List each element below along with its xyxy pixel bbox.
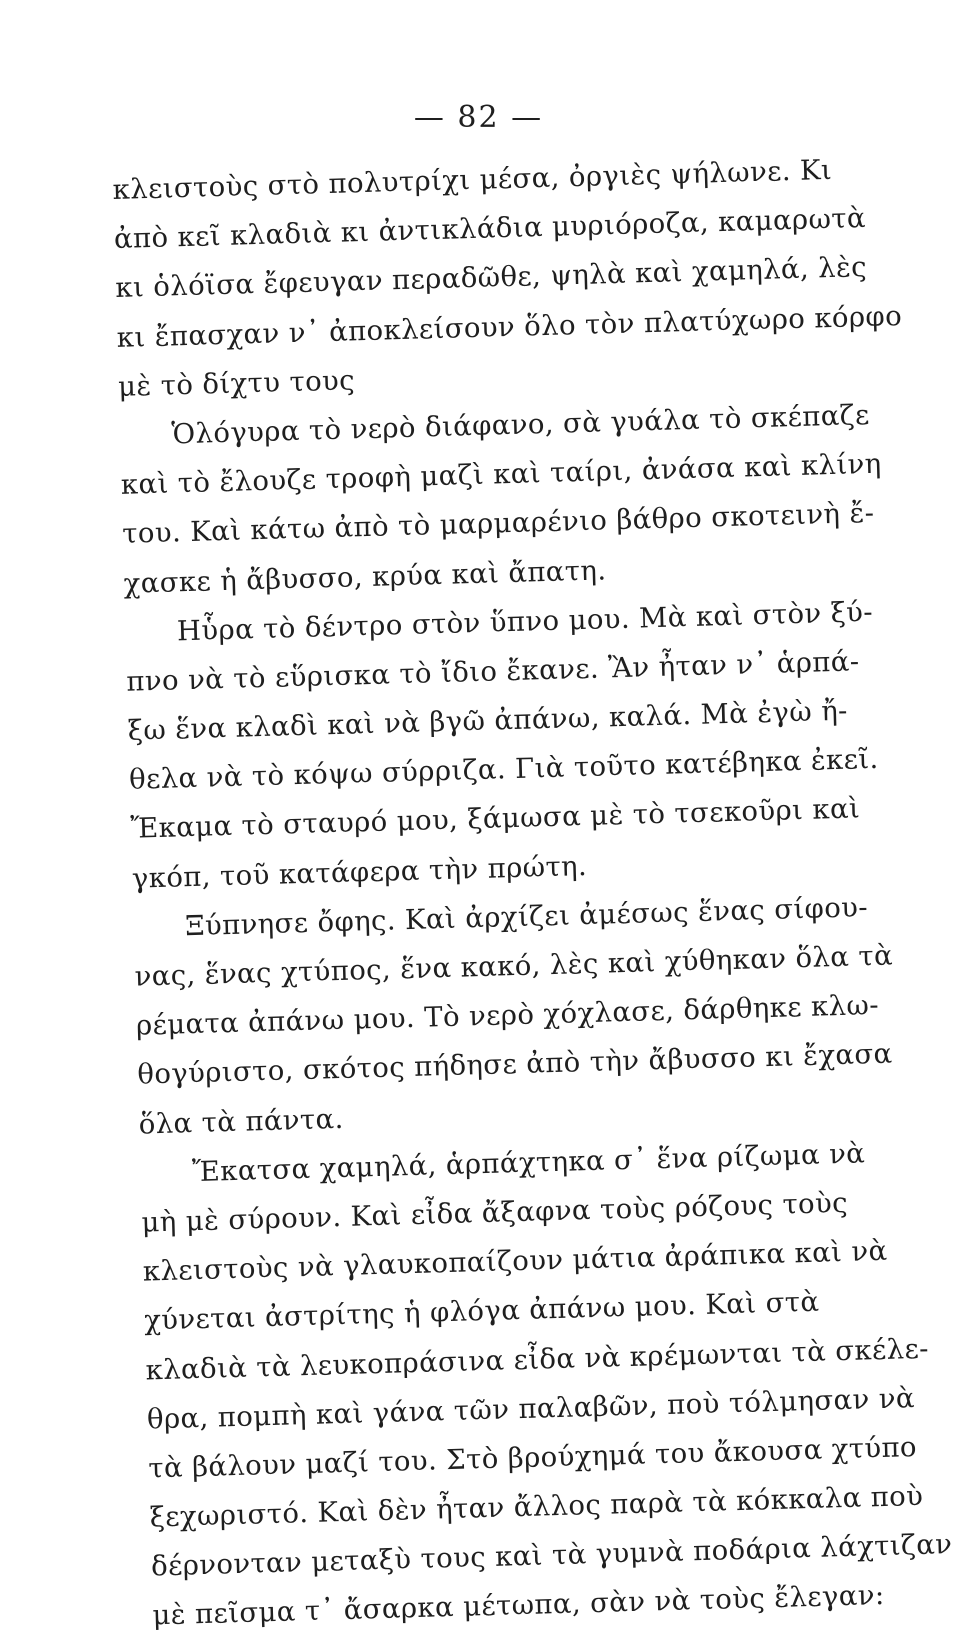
text-line: μὴ μὲ σύρουν. Καὶ εἶδα ἄξαφνα τοὺς ρόζους τοὺς bbox=[141, 1186, 849, 1239]
text-line: ξω ἕνα κλαδὶ καὶ νὰ βγῶ ἀπάνω, καλά. Μὰ ἐγὼ ἤ- bbox=[127, 694, 849, 747]
text-line: κι ἔπασχαν ν᾿ ἀποκλείσουν ὅλο τὸν πλατύχωρο κόρφο bbox=[116, 299, 903, 354]
text-line: θογύριστο, σκότος πήδησε ἀπὸ τὴν ἄβυσσο κι ἔχασα bbox=[136, 1037, 893, 1092]
text-line: Ἔκαμα τὸ σταυρό μου, ξάμωσα μὲ τὸ τσεκοῦρι καὶ bbox=[130, 792, 861, 846]
text-line: ὅλα τὰ πάντα. bbox=[138, 1102, 345, 1141]
text-line: χύνεται ἀστρίτης ἡ φλόγα ἀπάνω μου. Καὶ στὰ bbox=[143, 1286, 820, 1337]
text-line: κι ὁλόϊσα ἔφευγαν περαδῶθε, ψηλὰ καὶ χαμηλά, λὲς bbox=[114, 251, 868, 305]
text-line: καὶ τὸ ἔλουζε τροφὴ μαζὶ καὶ ταίρι, ἀνάσα καὶ κλίνη bbox=[120, 447, 882, 501]
text-line: κλειστοὺς στὸ πολυτρίχι μέσα, ὀργιὲς ψήλωνε. Κι bbox=[112, 153, 833, 206]
text-line: νας, ἕνας χτύπος, ἕνα κακό, λὲς καὶ χύθηκαν ὅλα τὰ bbox=[134, 939, 894, 993]
text-line: κλαδιὰ τὰ λευκοπράσινα εἶδα νὰ κρέμωνται τὰ σκέλε- bbox=[145, 1332, 930, 1387]
text-line: χασκε ἡ ἄβυσσο, κρύα καὶ ἄπατη. bbox=[123, 553, 607, 600]
text-line: γκόπ, τοῦ κατάφερα τὴν πρώτη. bbox=[131, 849, 588, 895]
body-text bbox=[112, 144, 953, 1641]
text-line: κλειστοὺς νὰ γλαυκοπαίζουν μάτια ἀράπικα καὶ νὰ bbox=[142, 1234, 888, 1288]
text-line: ἀπὸ κεῖ κλαδιὰ κι ἀντικλάδια μυριόροζα, καμαρωτὰ bbox=[113, 202, 867, 256]
text-line: θρα, πομπὴ καὶ γάνα τῶν παλαβῶν, ποὺ τόλμησαν νὰ bbox=[146, 1381, 916, 1436]
text-line: πνο νὰ τὸ εὕρισκα τὸ ἴδιο ἔκανε. Ἂν ἦταν ν᾿ ἁρπά- bbox=[125, 645, 860, 698]
text-line: μὲ τὸ δίχτυ τους bbox=[117, 364, 356, 403]
text-line: θελα νὰ τὸ κόψω σύρριζα. Γιὰ τοῦτο κατέβηκα ἐκεῖ. bbox=[128, 743, 880, 797]
text-line: δέρνονταν μεταξὺ τους καὶ τὰ γυμνὰ ποδάρια λάχτιζαν bbox=[150, 1528, 953, 1583]
text-line: ξεχωριστό. Καὶ δὲν ἦταν ἄλλος παρὰ τὰ κόκκαλα ποὺ bbox=[149, 1479, 924, 1534]
text-line: του. Καὶ κάτω ἀπὸ τὸ μαρμαρένιο βάθρο σκοτεινὴ ἔ- bbox=[121, 497, 875, 551]
text-line: Ηὗρα τὸ δέντρο στὸν ὕπνο μου. Μὰ καὶ στὸν ξύ- bbox=[176, 595, 874, 648]
text-line: Ξύπνησε ὄφης. Καὶ ἀρχίζει ἀμέσως ἕνας σίφου- bbox=[184, 891, 869, 943]
text-line: ρέματα ἀπάνω μου. Τὸ νερὸ χόχλασε, δάρθηκε κλω- bbox=[135, 989, 880, 1042]
text-line: μὲ πεῖσμα τ᾿ ἄσαρκα μέτωπα, σὰν νὰ τοὺς ἔλεγαν: bbox=[152, 1579, 885, 1632]
page-number: — 82 — bbox=[413, 100, 544, 135]
text-line: τὰ βάλουν μαζί του. Στὸ βρούχημά του ἄκουσα χτύπο bbox=[147, 1430, 918, 1485]
text-line: Ἔκατσα χαμηλά, ἁρπάχτηκα σ᾿ ἕνα ρίζωμα νὰ bbox=[191, 1137, 866, 1188]
text-line: Ὁλόγυρα τὸ νερὸ διάφανο, σὰ γυάλα τὸ σκέπαζε bbox=[171, 398, 871, 451]
